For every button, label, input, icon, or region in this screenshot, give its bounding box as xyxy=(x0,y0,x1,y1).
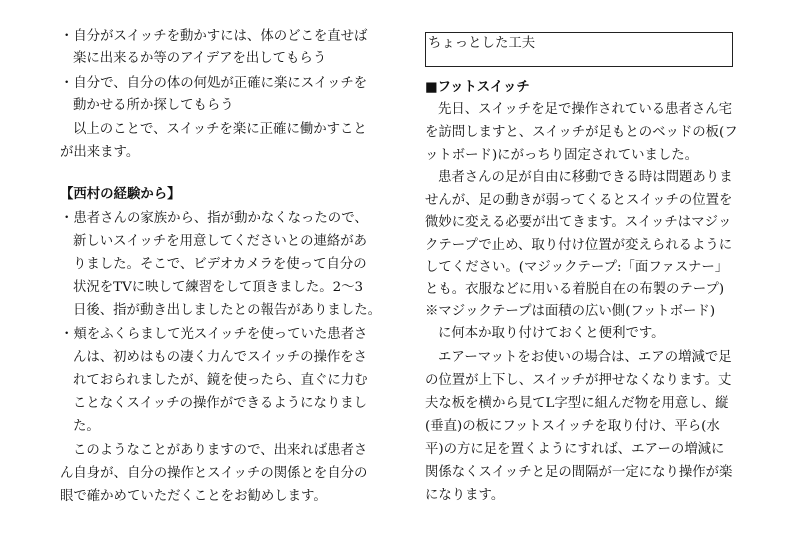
bullet-line: ・頬をふくらまして光スイッチを使っていた患者さ xyxy=(60,327,368,342)
bullet-line: 動かせる所か探してもらう xyxy=(73,98,234,113)
paragraph-line: せんが、足の動きが弱ってくるとスイッチの位置を xyxy=(425,193,733,208)
paragraph-line: 微妙に変える必要が出てきます。スイッチはマジッ xyxy=(425,215,732,230)
paragraph-line: が出来ます。 xyxy=(60,145,140,160)
paragraph-line: 平)の方に足を置くようにすれば、エアーの増減に xyxy=(425,442,725,457)
bullet-line: んは、初めはもの凄く力んでスイッチの操作をさ xyxy=(73,350,368,365)
bullet-line: ・自分がスイッチを動かすには、体のどこを直せば xyxy=(60,29,368,44)
tips-title-box xyxy=(425,32,733,67)
tips-title: ちょっとした工夫 xyxy=(428,36,536,51)
paragraph-line: このようなことがありますので、出来れば患者さ xyxy=(73,443,368,458)
paragraph-line: クテープで止め、取り付け位置が変えられるように xyxy=(425,238,733,253)
note-line: ※マジックテープは面積の広い側(フットボード) xyxy=(425,304,716,319)
bullet-line: りました。そこで、ビデオカメラを使って自分の xyxy=(73,257,367,272)
paragraph-line: とも。衣服などに用いる着脱自在の布製のテープ) xyxy=(425,282,725,297)
paragraph-line: を訪問しますと、スイッチが足もとのベッドの板(フ xyxy=(425,125,738,140)
bullet-line: ・自分で、自分の体の何処が正確に楽にスイッチを xyxy=(60,76,368,91)
paragraph-line: 患者さんの足が自由に移動できる時は問題ありま xyxy=(438,170,733,185)
bullet-line: 日後、指が動き出しましたとの報告がありました。 xyxy=(73,303,381,318)
bullet-line: れておられましたが、鏡を使ったら、直ぐに力む xyxy=(73,373,368,388)
paragraph-line: してください。(マジックテープ:「面ファスナー」 xyxy=(425,260,729,275)
paragraph-line: 以上のことで、スイッチを楽に正確に働かすこと xyxy=(73,122,367,137)
paragraph-line: エアーマットをお使いの場合は、エアの増減で足 xyxy=(438,350,732,365)
paragraph-line: ットボード)にがっちり固定されていました。 xyxy=(425,148,699,163)
paragraph-line: 夫な板を横から見てL字型に組んだ物を用意し、縦 xyxy=(425,396,729,411)
paragraph-line: 先日、スイッチを足で操作されている患者さん宅 xyxy=(438,102,733,117)
section-heading: 【西村の経験から】 xyxy=(60,186,181,202)
bullet-line: ・患者さんの家族から、指が動かなくなったので、 xyxy=(60,211,368,226)
bullet-line: 状況をTVに映して練習をして頂きました。2〜3 xyxy=(73,280,364,295)
note-line: に何本か取り付けておくと便利です。 xyxy=(438,326,665,341)
paragraph-line: 眼で確かめていただくことをお勧めします。 xyxy=(60,489,327,504)
paragraph-line: (垂直)の板にフットスイッチを取り付け、平ら(水 xyxy=(425,419,720,434)
paragraph-line: ん自身が、自分の操作とスイッチの関係とを自分の xyxy=(60,466,368,481)
paragraph-line: 関係なくスイッチと足の間隔が一定になり操作が楽 xyxy=(425,465,733,480)
bullet-line: 新しいスイッチを用意してくださいとの連絡があ xyxy=(73,234,368,249)
paragraph-line: になります。 xyxy=(425,488,505,503)
foot-switch-heading: ■フットスイッチ xyxy=(425,79,530,95)
paragraph-line: の位置が上下し、スイッチが押せなくなります。丈 xyxy=(425,373,732,388)
bullet-line: ことなくスイッチの操作ができるようになりまし xyxy=(73,396,368,411)
bullet-line: 楽に出来るか等のアイデアを出してもらう xyxy=(73,51,327,66)
bullet-line: た。 xyxy=(73,419,100,434)
